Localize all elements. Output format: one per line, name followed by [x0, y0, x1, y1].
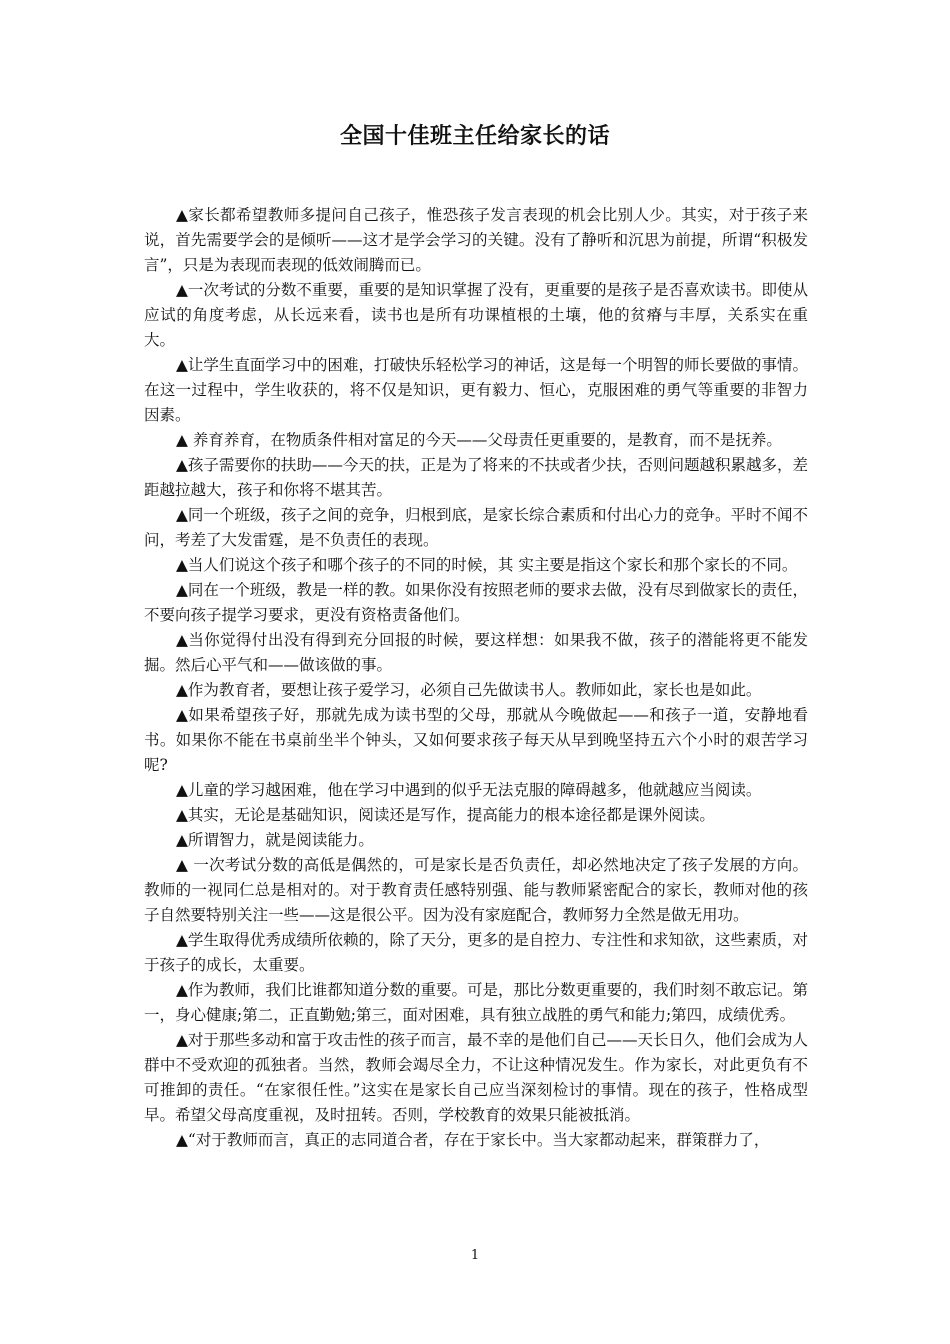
- paragraph-2: ▲一次考试的分数不重要，重要的是知识掌握了没有，更重要的是孩子是否喜欢读书。即使从应试的角度考虑，从长远来看，读书也是所有功课植根的土壤，他的贫瘠与丰厚，关系实在重大。: [144, 281, 808, 349]
- paragraph-17: ▲作为教师，我们比谁都知道分数的重要。可是，那比分数更重要的，我们时刻不敢忘记。第一，身心健康;第二，正直勤勉;第三，面对困难，具有独立战胜的勇气和能力;第四，成绩优秀。: [144, 981, 808, 1024]
- paragraph-9: ▲当你觉得付出没有得到充分回报的时候，要这样想：如果我不做，孩子的潜能将更不能发掘。然后心平气和——做该做的事。: [144, 631, 808, 674]
- page-number: 1: [470, 1248, 480, 1263]
- paragraph-7: ▲当人们说这个孩子和哪个孩子的不同的时候，其 实主要是指这个家长和那个家长的不同。: [176, 556, 798, 574]
- paragraph-4: ▲ 养育养育，在物质条件相对富足的今天——父母责任更重要的，是教育，而不是抚养。: [176, 431, 782, 449]
- paragraph-8: ▲同在一个班级，教是一样的教。如果你没有按照老师的要求去做，没有尽到做家长的责任，不要向孩子提学习要求，更没有资格责备他们。: [144, 581, 808, 624]
- document-body: [144, 203, 808, 1153]
- paragraph-3: ▲让学生直面学习中的困难，打破快乐轻松学习的神话，这是每一个明智的师长要做的事情。在这一过程中，学生收获的，将不仅是知识，更有毅力、恒心，克服困难的勇气等重要的非智力因素。: [144, 356, 808, 424]
- paragraph-11: ▲如果希望孩子好，那就先成为读书型的父母，那就从今晚做起——和孩子一道，安静地看书。如果你不能在书桌前坐半个钟头，又如何要求孩子每天从早到晚坚持五六个小时的艰苦学习呢?: [144, 706, 808, 774]
- paragraph-19: ▲“对于教师而言，真正的志同道合者，存在于家长中。当大家都动起来，群策群力了，: [176, 1131, 770, 1149]
- paragraph-16: ▲学生取得优秀成绩所依赖的，除了天分，更多的是自控力、专注性和求知欲，这些素质，对于孩子的成长，太重要。: [144, 931, 808, 974]
- paragraph-12: ▲儿童的学习越困难，他在学习中遇到的似乎无法克服的障碍越多，他就越应当阅读。: [176, 781, 762, 799]
- paragraph-14: ▲所谓智力，就是阅读能力。: [176, 831, 374, 849]
- document-title: 全国十佳班主任给家长的话: [339, 124, 610, 149]
- paragraph-10: ▲作为教育者，要想让孩子爱学习，必须自己先做读书人。教师如此，家长也是如此。: [176, 681, 762, 699]
- paragraph-13: ▲其实，无论是基础知识，阅读还是写作，提高能力的根本途径都是课外阅读。: [176, 806, 715, 824]
- paragraph-15: ▲ 一次考试分数的高低是偶然的，可是家长是否负责任，却必然地决定了孩子发展的方向。教师的一视同仁总是相对的。对于教育责任感特别强、能与教师紧密配合的家长，教师对他的孩子自然要特别关注一些——这是很公平。因为没有家庭配合，教师努力全然是做无用功。: [144, 856, 808, 924]
- paragraph-18: ▲对于那些多动和富于攻击性的孩子而言，最不幸的是他们自己——天长日久，他们会成为人群中不受欢迎的孤独者。当然，教师会竭尽全力，不让这种情况发生。作为家长，对此更负有不可推卸的责任。“在家很任性。”这实在是家长自己应当深刻检讨的事情。现在的孩子，性格成型早。希望父母高度重视，及时扭转。否则，学校教育的效果只能被抵消。: [144, 1031, 808, 1124]
- paragraph-5: ▲孩子需要你的扶助——今天的扶，正是为了将来的不扶或者少扶，否则问题越积累越多，差距越拉越大，孩子和你将不堪其苦。: [144, 456, 808, 499]
- paragraph-6: ▲同一个班级，孩子之间的竞争，归根到底，是家长综合素质和付出心力的竞争。平时不闻不问，考差了大发雷霆，是不负责任的表现。: [144, 506, 808, 549]
- paragraph-1: ▲家长都希望教师多提问自己孩子，惟恐孩子发言表现的机会比别人少。其实，对于孩子来说，首先需要学会的是倾听——这才是学会学习的关键。没有了静听和沉思为前提，所谓“积极发言”，只是为表现而表现的低效闹腾而已。: [144, 206, 808, 274]
